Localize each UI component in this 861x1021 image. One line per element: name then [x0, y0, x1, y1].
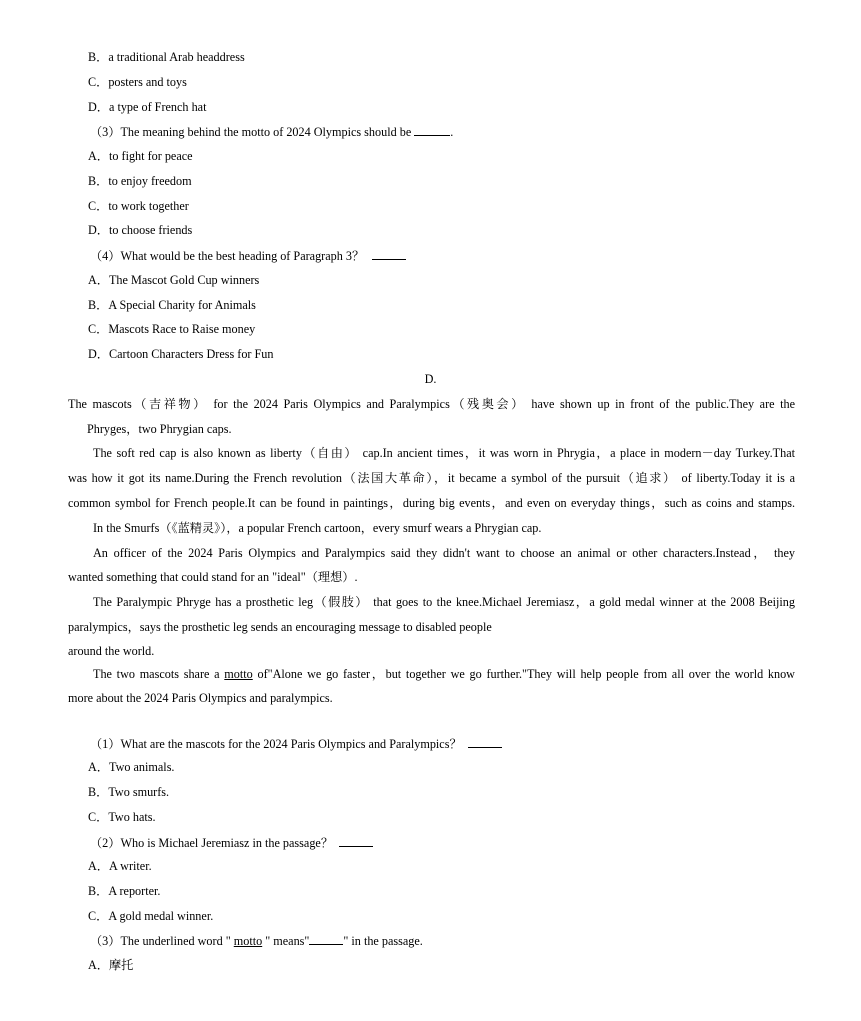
- question-d2: [90, 835, 373, 851]
- question-d1: [90, 736, 502, 752]
- option-c3-c: C．to work together: [88, 199, 189, 213]
- section-heading: D.: [424, 372, 437, 386]
- passage-line: [93, 667, 795, 682]
- answer-blank: [468, 736, 502, 748]
- passage-line: The mascots（吉祥物） for the 2024 Paris Olympics and Paralympics（残奥会） have shown up in front of the public.They are the: [68, 397, 795, 411]
- passage-line: more about the 2024 Paris Olympics and paralympics.: [68, 691, 333, 705]
- option-d2-b: B．A reporter.: [88, 884, 161, 898]
- passage-line: The Paralympic Phryge has a prosthetic leg（假肢） that goes to the knee.Michael Jeremiasz，a gold medal winner at the 2008 Beijing: [93, 595, 795, 609]
- option-d1-b: B．Two smurfs.: [88, 785, 170, 799]
- answer-blank: [372, 248, 406, 260]
- answer-blank: [414, 124, 450, 136]
- text-run: " means": [262, 934, 310, 948]
- option-c2-b: B．a traditional Arab headdress: [88, 50, 245, 64]
- option-c4-d: D．Cartoon Characters Dress for Fun: [88, 347, 274, 361]
- text-run: The two mascots share a: [93, 667, 225, 681]
- option-d3-a: A．摩托: [88, 958, 134, 972]
- question-text: （1）What are the mascots for the 2024 Paris Olympics and Paralympics？: [90, 737, 462, 751]
- option-d2-c: C．A gold medal winner.: [88, 909, 214, 923]
- question-c3: [90, 124, 453, 140]
- passage-line: common symbol for French people.It can be found in paintings，during big events，and even on everyday things，such as coins and stamps.: [68, 496, 795, 510]
- answer-blank: [309, 933, 343, 945]
- question-text: （3）The meaning behind the motto of 2024 Olympics should be: [90, 125, 415, 139]
- passage-line: An officer of the 2024 Paris Olympics and Paralympics said they didn't want to choose an animal or other characters.Instead， they: [93, 546, 795, 560]
- passage-line: was how it got its name.During the French revolution（法国大革命），it became a symbol of the pursuit（追求） of liberty.Today it is a: [68, 471, 795, 485]
- option-c4-b: B．A Special Charity for Animals: [88, 298, 256, 312]
- passage-line: The soft red cap is also known as liberty（自由） cap.In ancient times，it was worn in Phrygia，a place in modern－day Turkey.That: [93, 446, 795, 460]
- option-c2-c: C．posters and toys: [88, 75, 187, 89]
- question-c4: [90, 248, 406, 264]
- question-text: （4）What would be the best heading of Paragraph 3？: [90, 249, 365, 263]
- passage-line: Phryges，two Phrygian caps.: [87, 422, 232, 436]
- text-run: of"Alone we go faster，but together we go further."They will help people from all over the world know: [252, 667, 795, 681]
- option-c3-b: B．to enjoy freedom: [88, 174, 192, 188]
- text-run: " in the passage.: [343, 934, 423, 948]
- option-c3-d: D．to choose friends: [88, 223, 193, 237]
- option-c3-a: A．to fight for peace: [88, 149, 193, 163]
- passage-line: around the world.: [68, 644, 155, 658]
- underlined-word: motto: [233, 934, 263, 948]
- option-c4-c: C．Mascots Race to Raise money: [88, 322, 256, 336]
- option-d2-a: A．A writer.: [88, 859, 152, 873]
- answer-blank: [339, 835, 373, 847]
- passage-line: wanted something that could stand for an "ideal"（理想）.: [68, 570, 358, 584]
- option-c4-a: A．The Mascot Gold Cup winners: [88, 273, 260, 287]
- passage-line: In the Smurfs（《蓝精灵》），a popular French cartoon，every smurf wears a Phrygian cap.: [93, 521, 542, 535]
- text-run: （3）The underlined word ": [90, 934, 234, 948]
- underlined-word: motto: [224, 667, 253, 681]
- passage-line: paralympics，says the prosthetic leg sends an encouraging message to disabled people: [68, 620, 492, 634]
- question-text: （2）Who is Michael Jeremiasz in the passage？: [90, 836, 334, 850]
- question-d3: [90, 933, 423, 949]
- option-d1-a: A．Two animals.: [88, 760, 175, 774]
- question-end: .: [450, 125, 454, 139]
- option-d1-c: C．Two hats.: [88, 810, 156, 824]
- option-c2-d: D．a type of French hat: [88, 100, 207, 114]
